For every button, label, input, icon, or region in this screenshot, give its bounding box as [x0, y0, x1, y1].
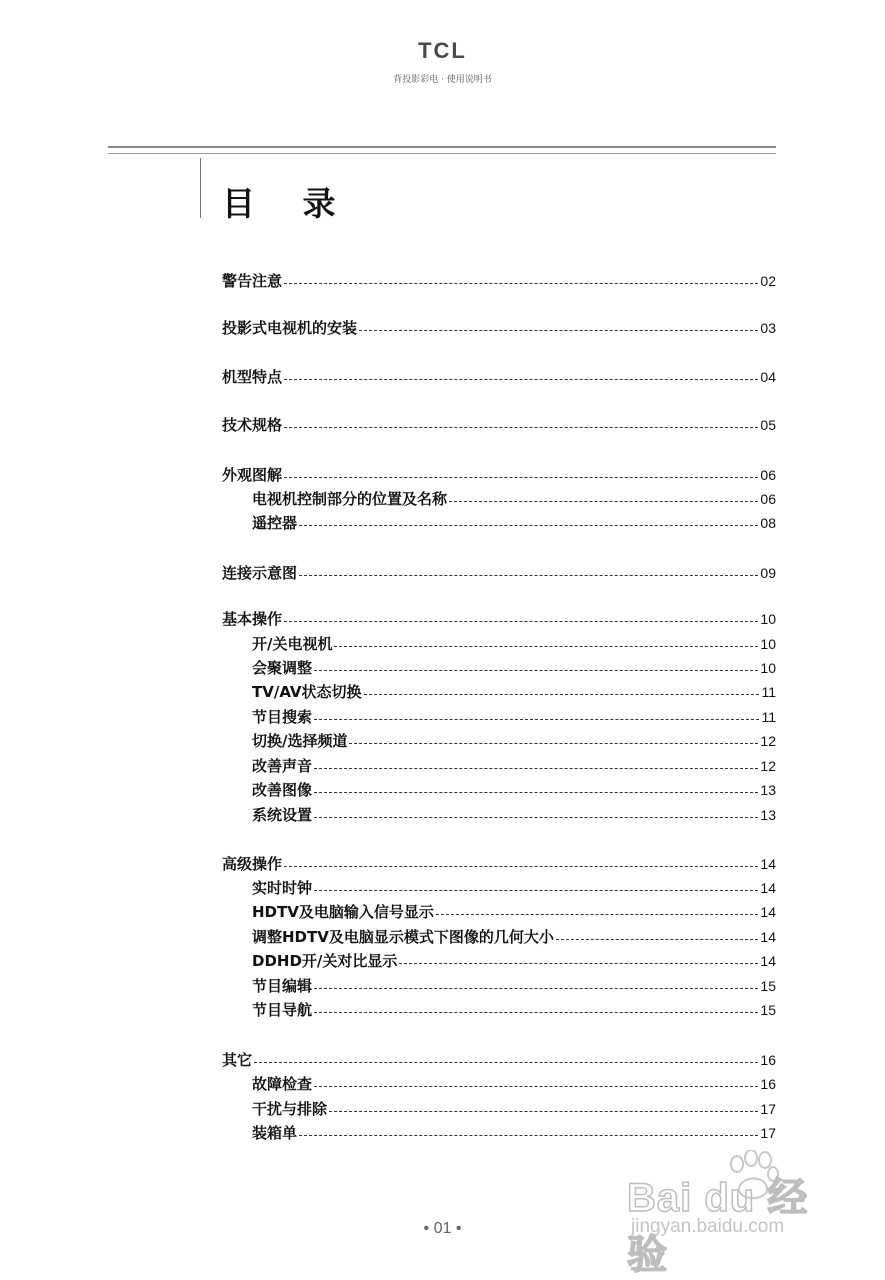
toc-leader — [299, 525, 758, 526]
toc-leader — [399, 963, 758, 964]
toc-leader — [556, 939, 759, 940]
toc-entry-title: 高级操作 — [222, 855, 283, 873]
toc-subentry[interactable] — [252, 488, 776, 510]
toc-entry-title: DDHD开/关对比显示 — [252, 952, 398, 970]
toc-entry-page: 03 — [760, 320, 776, 336]
toc-subentry[interactable] — [252, 950, 776, 972]
toc-entry-title: 投影式电视机的安装 — [222, 319, 358, 337]
toc-subentry[interactable] — [252, 755, 776, 777]
toc-entry-title: 外观图解 — [222, 466, 283, 484]
toc-entry-title: 改善图像 — [252, 781, 313, 799]
toc-subentry[interactable] — [252, 1073, 776, 1095]
toc-entry-page: 06 — [760, 467, 776, 483]
toc-leader — [349, 743, 758, 744]
toc-entry[interactable] — [222, 1049, 776, 1071]
toc-leader — [314, 792, 758, 793]
toc-entry-page: 11 — [761, 684, 776, 700]
toc-entry-title: TV/AV状态切换 — [252, 683, 362, 701]
toc-entry-page: 15 — [760, 978, 776, 994]
toc-entry-page: 13 — [760, 807, 776, 823]
toc-leader — [449, 501, 758, 502]
toc-leader — [314, 890, 758, 891]
toc-entry[interactable] — [222, 853, 776, 875]
toc-entry-title: 会聚调整 — [252, 659, 313, 677]
toc-subentry[interactable] — [252, 706, 776, 728]
toc-leader — [314, 670, 758, 671]
watermark-text: Bai du 经验 — [627, 1176, 809, 1277]
toc-entry-title: 机型特点 — [222, 368, 283, 386]
toc-entry-title: 遥控器 — [252, 514, 298, 532]
toc-subentry[interactable] — [252, 633, 776, 655]
toc-subentry[interactable] — [252, 926, 776, 948]
toc-leader — [359, 330, 758, 331]
toc-entry-page: 12 — [760, 758, 776, 774]
toc-subentry[interactable] — [252, 877, 776, 899]
toc-leader — [284, 283, 758, 284]
toc-entry-page: 08 — [760, 515, 776, 531]
toc-entry-page: 14 — [760, 929, 776, 945]
toc-subentry[interactable] — [252, 730, 776, 752]
toc-entry-page: 11 — [761, 709, 776, 725]
toc-subentry[interactable] — [252, 512, 776, 534]
toc-subentry[interactable] — [252, 1122, 776, 1144]
toc-entry[interactable] — [222, 562, 776, 584]
toc-entry-title: 实时时钟 — [252, 879, 313, 897]
toc-entry-title: 节目导航 — [252, 1001, 313, 1019]
toc-entry-page: 10 — [760, 636, 776, 652]
toc-entry[interactable] — [222, 270, 776, 292]
toc-leader — [284, 621, 758, 622]
toc-leader — [364, 694, 760, 695]
watermark-url: jingyan.baidu.com — [631, 1216, 785, 1237]
toc-entry-page: 14 — [760, 953, 776, 969]
toc-entry[interactable] — [222, 608, 776, 630]
toc-subentry[interactable] — [252, 779, 776, 801]
toc-entry-title: 装箱单 — [252, 1124, 298, 1142]
toc-leader — [314, 1086, 758, 1087]
toc-entry[interactable] — [222, 366, 776, 388]
toc-leader — [284, 427, 758, 428]
toc-entry-page: 14 — [760, 856, 776, 872]
toc-entry-title: 警告注意 — [222, 272, 283, 290]
toc-leader — [314, 817, 758, 818]
toc-entry-title: 基本操作 — [222, 610, 283, 628]
toc-subentry[interactable] — [252, 681, 776, 703]
toc-entry-page: 16 — [760, 1052, 776, 1068]
toc-leader — [436, 914, 759, 915]
document-subtitle: 背投影彩电 · 使用说明书 — [393, 75, 492, 85]
toc-entry-title: 节目编辑 — [252, 977, 313, 995]
toc-leader — [284, 477, 758, 478]
toc-entry-title: 改善声音 — [252, 757, 313, 775]
toc-entry[interactable] — [222, 317, 776, 339]
toc-leader — [314, 1012, 758, 1013]
toc-entry[interactable] — [222, 414, 776, 436]
toc-entry-page: 16 — [760, 1076, 776, 1092]
page-number: • 01 • — [423, 1220, 462, 1237]
toc-leader — [299, 575, 758, 576]
toc-entry-title: 系统设置 — [252, 806, 313, 824]
toc-entry-title: 干扰与排除 — [252, 1100, 328, 1118]
toc-subentry[interactable] — [252, 901, 776, 923]
toc-leader — [334, 646, 758, 647]
toc-entry-page: 05 — [760, 417, 776, 433]
toc-leader — [329, 1111, 758, 1112]
toc-leader — [254, 1062, 758, 1063]
toc-entry-page: 06 — [760, 491, 776, 507]
toc-entry-title: 切换/选择频道 — [252, 732, 348, 750]
toc-entry-title: 连接示意图 — [222, 564, 298, 582]
toc-entry-title: 节目搜索 — [252, 708, 313, 726]
toc-entry-page: 12 — [760, 733, 776, 749]
toc-entry-title: 其它 — [222, 1051, 253, 1069]
toc-leader — [314, 719, 759, 720]
toc-leader — [284, 866, 758, 867]
toc-entry-page: 10 — [760, 611, 776, 627]
toc-leader — [314, 768, 758, 769]
toc-subentry[interactable] — [252, 999, 776, 1021]
toc-entry-page: 09 — [760, 565, 776, 581]
toc-entry-page: 10 — [760, 660, 776, 676]
toc-entry-page: 17 — [760, 1101, 776, 1117]
toc-subentry[interactable] — [252, 804, 776, 826]
toc-entry-title: HDTV及电脑输入信号显示 — [252, 903, 434, 921]
toc-entry-page: 14 — [760, 880, 776, 896]
toc-entry-title: 调整HDTV及电脑显示模式下图像的几何大小 — [252, 928, 554, 946]
toc-entry-title: 技术规格 — [222, 416, 283, 434]
brand-logo: TCL — [418, 38, 467, 63]
toc-subentry[interactable] — [252, 975, 776, 997]
toc-entry-page: 15 — [760, 1002, 776, 1018]
toc-entry-page: 17 — [760, 1125, 776, 1141]
toc-leader — [314, 988, 758, 989]
page-title: 目 录 — [222, 184, 354, 223]
toc-subentry[interactable] — [252, 657, 776, 679]
toc-leader — [284, 379, 758, 380]
toc-entry-page: 04 — [760, 369, 776, 385]
toc-entry-title: 故障检查 — [252, 1075, 313, 1093]
toc-entry-title: 开/关电视机 — [252, 635, 333, 653]
toc-entry[interactable] — [222, 464, 776, 486]
toc-subentry[interactable] — [252, 1098, 776, 1120]
toc-leader — [299, 1135, 758, 1136]
toc-entry-page: 14 — [760, 904, 776, 920]
toc-entry-title: 电视机控制部分的位置及名称 — [252, 490, 448, 508]
toc-entry-page: 02 — [760, 273, 776, 289]
toc-entry-page: 13 — [760, 782, 776, 798]
